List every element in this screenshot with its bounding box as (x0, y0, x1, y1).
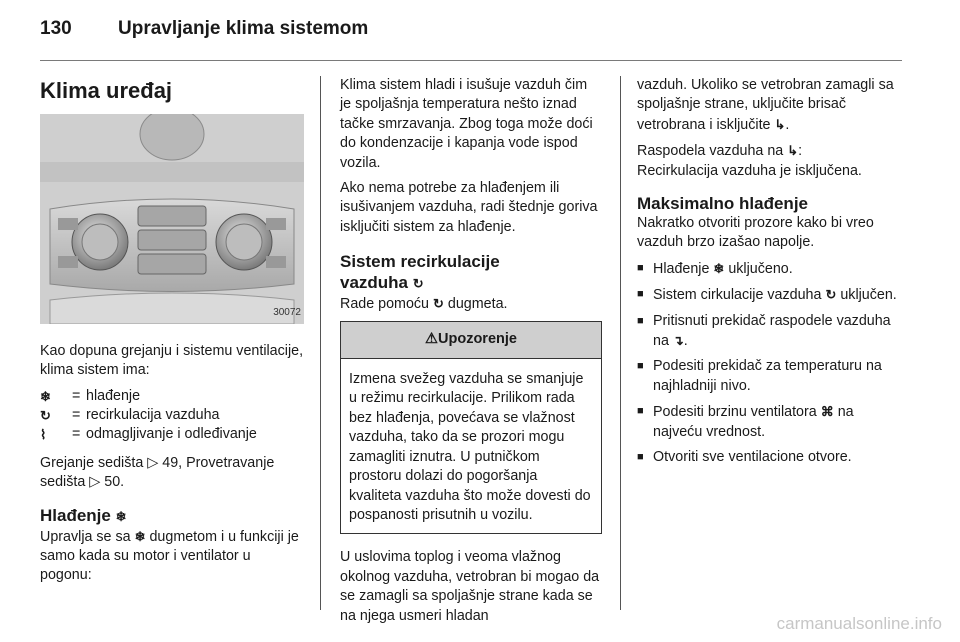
recirculation-icon: ↻ (40, 407, 51, 423)
text: . (785, 116, 790, 133)
text: Sistem cirkulacije vazduha (653, 287, 822, 304)
fan-icon: ⌘ (820, 404, 834, 420)
recirculation-icon: ↻ (433, 296, 444, 312)
paragraph: Nakratko otvoriti prozore kako bi vreo vazduh brzo izašao napolje. (637, 215, 874, 251)
list-item: ■ Otvoriti sve ventilacione otvore. (637, 448, 903, 467)
text: uključeno. (728, 260, 793, 277)
list-item (637, 312, 903, 352)
ref-page: 50. (104, 474, 125, 491)
snowflake-icon: ❄ (115, 508, 127, 524)
vent-feet-icon: ↴ (672, 333, 684, 349)
watermark: carmanualsonline.info (776, 614, 942, 633)
ref-text: sedišta (40, 474, 86, 491)
text: Pritisnuti prekidač raspodele vazduha na (653, 312, 891, 350)
max-cooling-heading: Maksimalno hlađenje (637, 194, 808, 214)
warning-icon: ⚠ (425, 330, 439, 347)
list-item (637, 259, 903, 279)
text: dugmetom i u funkciji je samo kada su motor i ventilator u pogonu: (40, 528, 299, 584)
paragraph (637, 76, 903, 135)
text: Hlađenje (653, 260, 710, 277)
text: dugmeta. (447, 296, 508, 313)
page-ref-arrow-icon: ▷ (147, 454, 159, 471)
legend-row (40, 425, 304, 444)
recirculation-icon: ↻ (825, 287, 837, 303)
legend-label: odmagljivanje i odleđivanje (86, 425, 257, 442)
recirculation-heading (340, 251, 602, 294)
list-item (637, 402, 903, 442)
cooling-heading (40, 505, 304, 527)
text: . (683, 333, 688, 350)
heading-text: vazduha (340, 273, 409, 293)
paragraph (637, 141, 903, 181)
cooling-text (40, 527, 304, 586)
list-item (637, 285, 903, 305)
legend-eq: = (72, 387, 81, 404)
text: vazduh. Ukoliko se vetrobran zamagli sa spoljašnje strane, uključite brisač vetrobrana i isključite (637, 77, 894, 133)
text: Upravlja se sa (40, 528, 131, 545)
recirculation-icon: ↻ (412, 276, 424, 292)
text: Raspodela vazduha na (637, 143, 784, 160)
warning-header (341, 322, 601, 359)
column-divider (320, 76, 321, 610)
ref-page: 49, Provetravanje (162, 454, 275, 471)
legend-eq: = (72, 425, 81, 442)
legend-row (40, 387, 304, 406)
page-ref-arrow-icon: ▷ (89, 474, 101, 491)
legend-label: recirkulacija vazduha (86, 406, 220, 423)
snowflake-icon: ❄ (713, 260, 725, 276)
snowflake-icon: ❄ (40, 388, 51, 404)
intro-text: Kao dopuna grejanju i sistemu ventilacije, klima sistem ima: (40, 343, 304, 379)
legend-label: hlađenje (86, 387, 141, 404)
defrost-icon: ⌇ (40, 426, 47, 442)
section-title: Klima uređaj (40, 78, 173, 103)
heading-text: Sistem recirkulacije (340, 252, 500, 272)
recirculation-text (340, 294, 602, 314)
paragraph: U uslovima toplog i veoma vlažnog okolnog vazduha, vetrobran bi mogao da se zamagli sa spoljašnje strane kada se na njega usmeri hladan (340, 549, 600, 624)
steps-list (637, 259, 903, 468)
column-middle (340, 76, 602, 632)
page-header (40, 18, 368, 40)
column-left (40, 76, 304, 592)
text: Podesiti brzinu ventilatora (653, 404, 817, 421)
page-number: 130 (40, 18, 72, 39)
vent-face-icon: ↳ (787, 143, 799, 159)
snowflake-icon: ❄ (134, 528, 146, 544)
column-divider (620, 76, 621, 610)
warning-title: Upozorenje (438, 330, 517, 347)
text: Rade pomoću (340, 296, 430, 313)
text: na najveću vrednost. (653, 404, 854, 440)
legend-eq: = (72, 406, 81, 423)
text: : (798, 143, 803, 160)
climate-control-photo (40, 114, 304, 324)
text: uključen. (840, 287, 897, 304)
text: Recirkulacija vazduha je isključena. (637, 162, 862, 179)
chapter-title: Upravljanje klima sistemom (118, 18, 369, 39)
list-item: ■ Podesiti prekidač za temperaturu na najhladniji nivo. (637, 357, 903, 396)
header-rule (40, 60, 902, 61)
paragraph: Klima sistem hladi i isušuje vazduh čim je spoljašnja temperatura nešto iznad tačke smrzavanja. Zbog toga može doći do kondenzacije i kapanja vode ispod vozila. (340, 77, 593, 171)
image-number: 30072 (273, 306, 301, 318)
ref-text: Grejanje sedišta (40, 454, 144, 471)
cross-reference (40, 454, 304, 493)
legend-row (40, 406, 304, 425)
warning-text: Izmena svežeg vazduha se smanjuje u režimu recirkulacije. Prilikom rada bez hlađenja, povećava se vlažnost vazduha, tako da se prozori mogu zamagliti iznutra. U putničkom prostoru dolazi do pogoršanja kvaliteta vazduha što može dovesti do pospanosti prisutnih u vozilu. (349, 371, 591, 523)
symbol-legend (40, 387, 304, 444)
climate-panel-illustration (40, 114, 304, 324)
vent-face-icon: ↳ (774, 116, 786, 132)
column-right (637, 76, 903, 474)
heading-text: Hlađenje (40, 505, 111, 525)
warning-box (340, 321, 602, 535)
paragraph: Ako nema potrebe za hlađenjem ili isušivanjem vazduha, radi štednje goriva isključiti sistem za hlađenje. (340, 180, 598, 235)
